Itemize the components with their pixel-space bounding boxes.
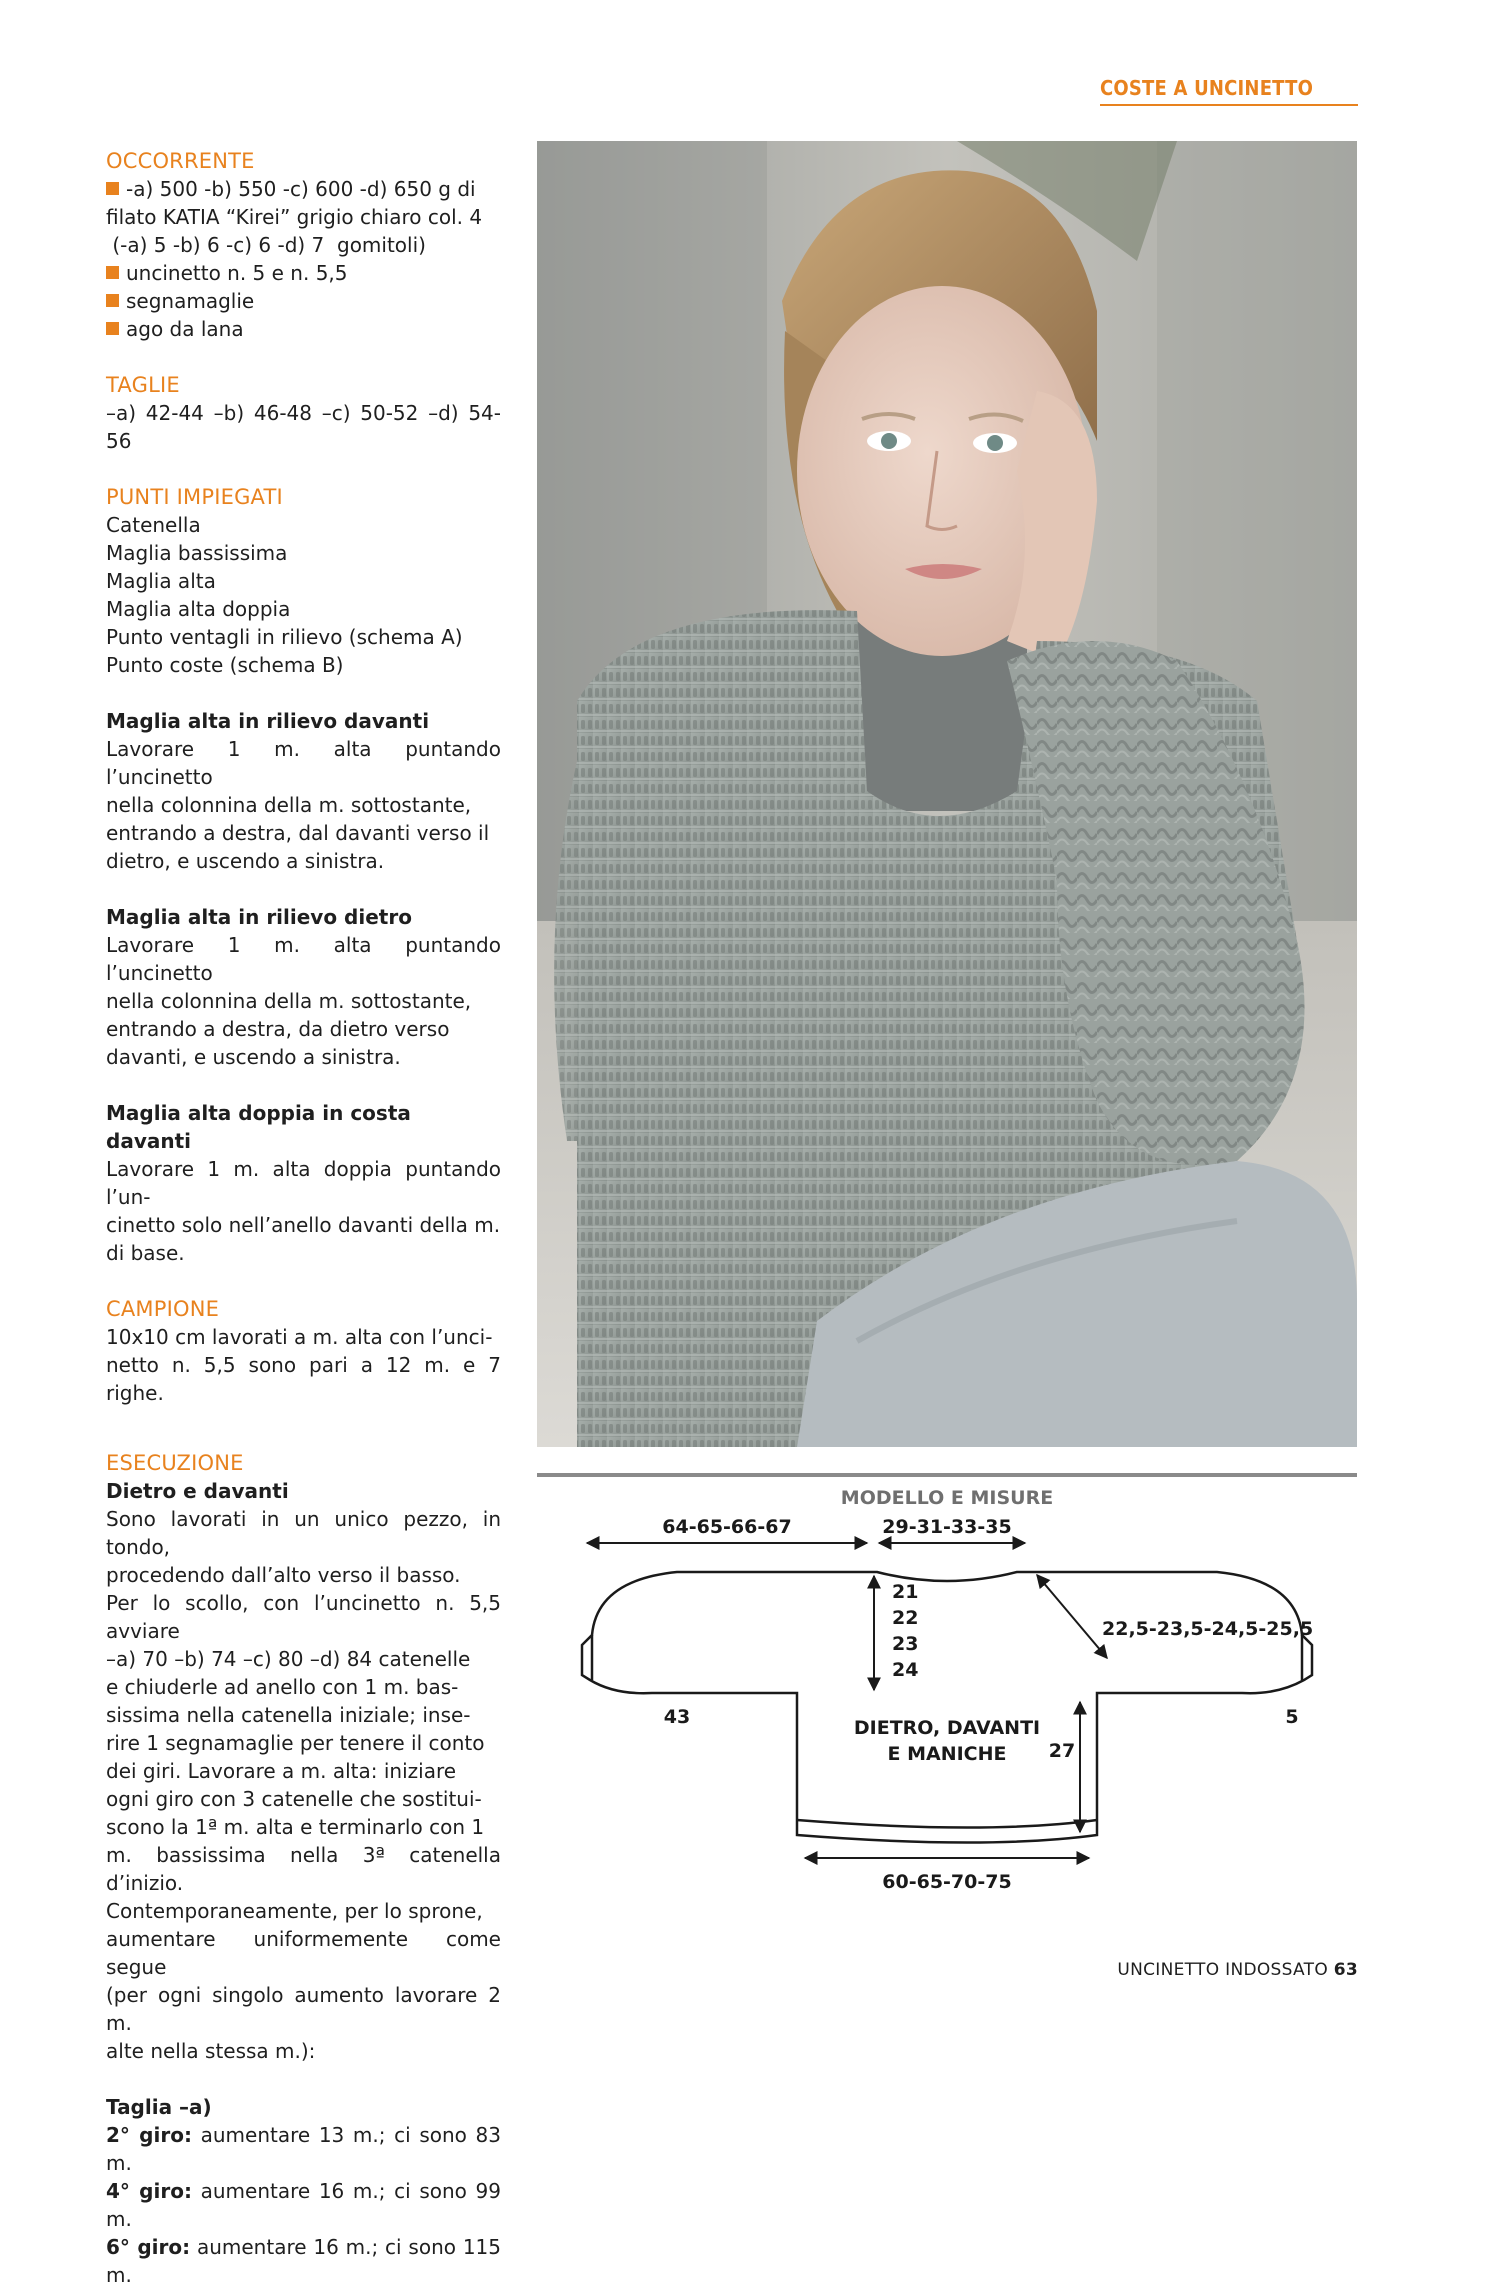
esecuzione-subtitle: Dietro e davanti bbox=[106, 1479, 289, 1503]
stitch-line: nella colonnina della m. sottostante, bbox=[106, 989, 472, 1013]
bullet-icon bbox=[106, 266, 119, 279]
bottom-width-label: 60-65-70-75 bbox=[882, 1871, 1012, 1893]
list-item: Maglia alta bbox=[106, 569, 216, 593]
esecuzione-line: ogni giro con 3 catenelle che sostitui- bbox=[106, 1787, 482, 1811]
stitch-line: Lavorare 1 m. alta doppia puntando l’un- bbox=[106, 1157, 501, 1209]
stitch-line: cinetto solo nell’anello davanti della m. bbox=[106, 1213, 501, 1237]
occorrente-title: OCCORRENTE bbox=[106, 149, 255, 173]
width-top-label: 64-65-66-67 bbox=[662, 1516, 792, 1538]
yarn-line: (-a) 5 -b) 6 -c) 6 -d) 7 gomitoli) bbox=[106, 233, 426, 257]
bullet-icon bbox=[106, 182, 119, 195]
magazine-name: UNCINETTO INDOSSATO bbox=[1117, 1960, 1329, 1980]
page-number: 63 bbox=[1333, 1960, 1358, 1980]
esecuzione-line: m. bassissima nella 3ª catenella d’inizio. bbox=[106, 1843, 501, 1895]
stitch-line: Lavorare 1 m. alta puntando l’uncinetto bbox=[106, 737, 501, 789]
yoke-label: 21 bbox=[892, 1581, 919, 1603]
yoke-label: 22 bbox=[892, 1607, 919, 1629]
stitch-line: entrando a destra, dal davanti verso il bbox=[106, 821, 490, 845]
bullet-icon bbox=[106, 294, 119, 307]
stitch-line: di base. bbox=[106, 1241, 185, 1265]
stitch-line: dietro, e uscendo a sinistra. bbox=[106, 849, 385, 873]
stitch-title: Maglia alta in rilievo davanti bbox=[106, 709, 430, 733]
esecuzione-title: ESECUZIONE bbox=[106, 1451, 244, 1475]
stitch-line: entrando a destra, da dietro verso bbox=[106, 1017, 450, 1041]
taglie-value: –a) 42-44 –b) 46-48 –c) 50-52 –d) 54-56 bbox=[106, 401, 501, 453]
diagram-title: MODELLO E MISURE bbox=[840, 1487, 1054, 1509]
list-item: Maglia bassissima bbox=[106, 541, 288, 565]
esecuzione-line: Per lo scollo, con l’uncinetto n. 5,5 avviare bbox=[106, 1591, 501, 1643]
instructions-column bbox=[106, 147, 501, 2289]
esecuzione-line: scono la 1ª m. alta e terminarlo con 1 bbox=[106, 1815, 485, 1839]
list-item: Punto coste (schema B) bbox=[106, 653, 344, 677]
yarn-line: filato KATIA “Kirei” grigio chiaro col. 4 bbox=[106, 205, 483, 229]
yarn-line: -a) 500 -b) 550 -c) 600 -d) 650 g di bbox=[106, 175, 501, 203]
list-item: Catenella bbox=[106, 513, 201, 537]
sleeve-length-label: 43 bbox=[663, 1706, 691, 1728]
round-line: 2° giro: aumentare 13 m.; ci sono 83 m. bbox=[106, 2123, 502, 2175]
taglie-title: TAGLIE bbox=[106, 373, 180, 397]
model-photo bbox=[537, 141, 1357, 1447]
esecuzione-line: e chiuderle ad anello con 1 m. bas- bbox=[106, 1675, 459, 1699]
round-line: 4° giro: aumentare 16 m.; ci sono 99 m. bbox=[106, 2179, 502, 2231]
list-item: Punto ventagli in rilievo (schema A) bbox=[106, 625, 463, 649]
esecuzione-line: –a) 70 –b) 74 –c) 80 –d) 84 catenelle bbox=[106, 1647, 471, 1671]
round-line: 6° giro: aumentare 16 m.; ci sono 115 m. bbox=[106, 2235, 501, 2287]
campione-title: CAMPIONE bbox=[106, 1297, 220, 1321]
esecuzione-line: rire 1 segnamaglie per tenere il conto bbox=[106, 1731, 485, 1755]
diagram-rule bbox=[537, 1473, 1357, 1477]
punti-title: PUNTI IMPIEGATI bbox=[106, 485, 283, 509]
sleeve-label: 22,5-23,5-24,5-25,5 bbox=[1102, 1618, 1314, 1640]
list-item: Maglia alta doppia bbox=[106, 597, 291, 621]
esecuzione-line: Sono lavorati in un unico pezzo, in tondo, bbox=[106, 1507, 501, 1559]
neck-width-label: 29-31-33-35 bbox=[882, 1516, 1012, 1538]
esecuzione-line: dei giri. Lavorare a m. alta: iniziare bbox=[106, 1759, 457, 1783]
campione-line: 10x10 cm lavorati a m. alta con l’unci- bbox=[106, 1325, 493, 1349]
section-label: COSTE A UNCINETTO bbox=[1100, 76, 1314, 100]
stitch-line: nella colonnina della m. sottostante, bbox=[106, 793, 472, 817]
list-item: uncinetto n. 5 e n. 5,5 bbox=[106, 259, 501, 287]
size-title: Taglia –a) bbox=[106, 2095, 212, 2119]
list-item: segnamaglie bbox=[106, 287, 501, 315]
page-footer bbox=[1100, 1960, 1358, 1980]
esecuzione-line: procedendo dall’alto verso il basso. bbox=[106, 1563, 461, 1587]
esecuzione-line: sissima nella catenella iniziale; inse- bbox=[106, 1703, 471, 1727]
bullet-icon bbox=[106, 322, 119, 335]
body-height-label: 27 bbox=[1048, 1740, 1076, 1762]
list-item: ago da lana bbox=[106, 315, 501, 343]
esecuzione-line: aumentare uniformemente come segue bbox=[106, 1927, 501, 1979]
stitch-title: Maglia alta doppia in costa davanti bbox=[106, 1101, 411, 1153]
stitch-title: Maglia alta in rilievo dietro bbox=[106, 905, 412, 929]
stitch-line: davanti, e uscendo a sinistra. bbox=[106, 1045, 401, 1069]
yoke-label: 24 bbox=[892, 1659, 919, 1681]
yoke-label: 23 bbox=[892, 1633, 919, 1655]
esecuzione-line: Contemporaneamente, per lo sprone, bbox=[106, 1899, 483, 1923]
esecuzione-line: (per ogni singolo aumento lavorare 2 m. bbox=[106, 1983, 501, 2035]
body-label: DIETRO, DAVANTI bbox=[853, 1717, 1041, 1739]
esecuzione-line: alte nella stessa m.): bbox=[106, 2039, 316, 2063]
stitch-line: Lavorare 1 m. alta puntando l’uncinetto bbox=[106, 933, 501, 985]
measurement-diagram bbox=[537, 1480, 1357, 1920]
body-label: E MANICHE bbox=[887, 1743, 1007, 1765]
campione-line: netto n. 5,5 sono pari a 12 m. e 7 righe. bbox=[106, 1353, 501, 1405]
cuff-label: 5 bbox=[1285, 1706, 1299, 1728]
section-rule bbox=[1100, 104, 1358, 106]
